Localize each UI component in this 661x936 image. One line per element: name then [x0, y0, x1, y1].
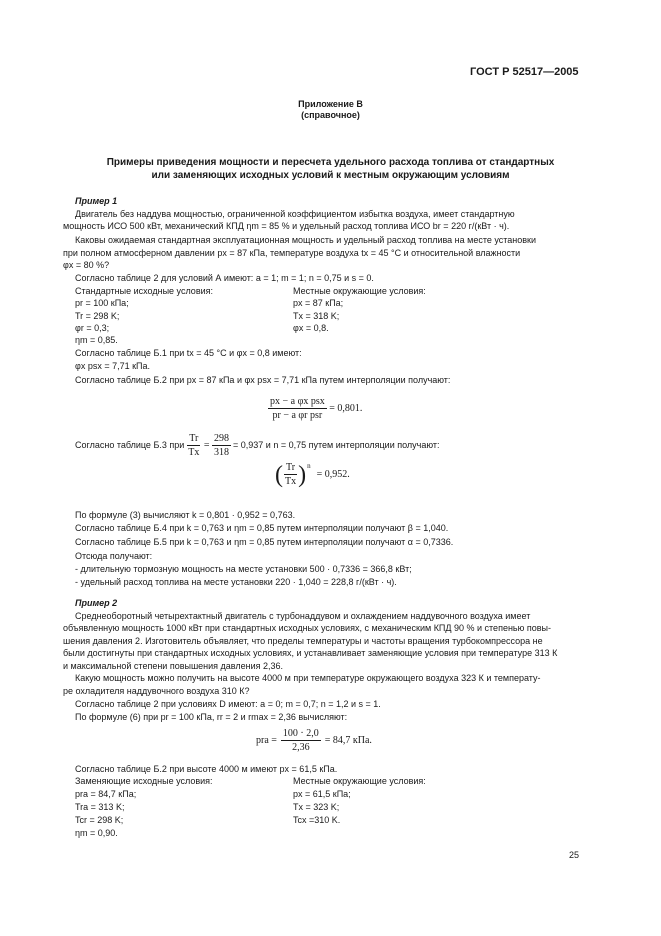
b3-prefix: Согласно таблице Б.3 при: [75, 440, 185, 450]
formula-3-denominator: 2,36: [292, 742, 310, 753]
text-line: объявленную мощность 1000 кВт при стандартных исходных условиях, с механическим КПД 90 % и степенью повы-: [63, 623, 551, 633]
formula-1-numerator: px − a φx psx: [270, 396, 325, 407]
text-line: мощность ИСО 500 кВт, механический КПД ηm = 85 % и удельный расход топлива ИСО br = 220 г/(кВт · ч).: [63, 221, 510, 231]
std-conditions-header: Стандартные исходные условия:: [75, 286, 213, 296]
sub-condition: ηm = 0,90.: [75, 828, 118, 838]
std-condition: Tr = 298 K;: [75, 311, 120, 321]
text-line: - длительную тормозную мощность на месте установки 500 · 0,7336 = 366,8 кВт;: [75, 564, 412, 574]
formula-2-result: = 0,952.: [316, 469, 350, 480]
formula-3-numerator: 100 · 2,0: [282, 728, 319, 739]
formula-1-result: = 0,801.: [329, 402, 363, 414]
local-condition: px = 87 кПа;: [293, 298, 344, 308]
left-paren-icon: (: [275, 461, 283, 488]
text-line: Согласно таблице Б.4 при k = 0,763 и ηm = 0,85 путем интерполяции получают β = 1,040.: [75, 523, 449, 533]
text-line: Согласно таблице Б.2 при px = 87 кПа и φx psx = 7,71 кПа путем интерполяции получают:: [75, 375, 451, 385]
appendix-title: Приложение В: [298, 99, 363, 109]
sub-conditions-header: Заменяющие исходные условия:: [75, 776, 213, 786]
example-1-title: Пример 1: [75, 196, 118, 206]
b3-line: [75, 433, 440, 458]
local-conditions-header: Местные окружающие условия:: [293, 776, 426, 786]
text-line: Согласно таблице 2 при условиях D имеют: a = 0; m = 0,7; n = 1,2 и s = 1.: [75, 699, 381, 709]
formula-2-exponent: n: [307, 462, 311, 470]
heading-line-1: Примеры приведения мощности и пересчета удельного расхода топлива от стандартных: [106, 157, 555, 168]
formula-3: [256, 728, 372, 753]
sub-condition: Tcr = 298 K;: [75, 815, 124, 825]
text-line: Согласно таблице Б.1 при tx = 45 °C и φx = 0,8 имеют:: [75, 348, 302, 358]
text-line: Среднеоборотный четырехтактный двигатель с турбонаддувом и охлаждением наддувочного воздуха имеет: [75, 611, 531, 621]
formula-3-result: = 84,7 кПа.: [324, 735, 372, 746]
example-2-title: Пример 2: [75, 598, 118, 608]
std-condition: φr = 0,3;: [75, 323, 110, 333]
std-condition: ηm = 0,85.: [75, 335, 118, 345]
formula-2: [275, 462, 350, 487]
std-condition: pr = 100 кПа;: [75, 298, 129, 308]
right-paren-icon: ): [298, 461, 307, 488]
text-line: Согласно таблице Б.5 при k = 0,763 и ηm = 0,85 путем интерполяции получают α = 0,7336.: [75, 537, 454, 547]
formula-1-denominator: pr − a φr psr: [272, 410, 323, 421]
b3-frac-den: Tx: [188, 447, 200, 458]
appendix-note: (справочное): [301, 110, 360, 120]
text-line: - удельный расход топлива на месте установки 220 · 1,040 = 228,8 г/(кВт · ч).: [75, 577, 397, 587]
text-line: Двигатель без наддува мощностью, ограниченной коэффициентом избытка воздуха, имеет стандартную: [75, 209, 515, 219]
text-line: φx = 80 %?: [63, 260, 110, 270]
b3-frac-num: Tr: [189, 433, 199, 444]
text-line: По формуле (3) вычисляют k = 0,801 · 0,952 = 0,763.: [75, 510, 296, 520]
local-condition: px = 61,5 кПа;: [293, 789, 351, 799]
text-line: при полном атмосферном давлении px = 87 кПа, температуре воздуха tx = 45 °С и относительной влажности: [63, 248, 521, 258]
formula-2-numerator: Tr: [286, 462, 296, 473]
b3-frac-num-2: 298: [214, 433, 230, 444]
local-conditions-header: Местные окружающие условия:: [293, 286, 426, 296]
text-line: По формуле (6) при pr = 100 кПа, rr = 2 и rmax = 2,36 вычисляют:: [75, 712, 348, 722]
local-condition: Tcx =310 K.: [293, 815, 341, 825]
text-line: и максимальной степени повышения давления 2,36.: [63, 661, 284, 671]
text-line: ре охладителя наддувочного воздуха 310 К?: [63, 686, 250, 696]
text-line: Согласно таблице Б.2 при высоте 4000 м имеют px = 61,5 кПа.: [75, 764, 338, 774]
formula-2-denominator: Tx: [285, 476, 297, 487]
page-number: 25: [569, 850, 580, 860]
local-condition: Tx = 323 K;: [293, 802, 340, 812]
heading-line-2: или заменяющих исходных условий к местным окружающим условиям: [151, 170, 510, 181]
text-line: Отсюда получают:: [75, 551, 153, 561]
standard-number: ГОСТ Р 52517—2005: [470, 66, 579, 78]
text-line: Каковы ожидаемая стандартная эксплуатационная мощность и удельный расход топлива на месте установки: [75, 235, 537, 245]
text-line: были достигнуты при стандартных исходных условиях, и устанавливает заменяющие условия при температуре 313 К: [63, 648, 558, 658]
formula-3-lhs: pra =: [256, 735, 277, 746]
b3-frac-den-2: 318: [214, 447, 230, 458]
text-line: φx psx = 7,71 кПа.: [75, 361, 151, 371]
text-line: Какую мощность можно получить на высоте 4000 м при температуре окружающего воздуха 323 К и температу-: [75, 673, 541, 683]
b3-suffix: = 0,937 и n = 0,75 путем интерполяции получают:: [233, 440, 440, 450]
text-line: Согласно таблице 2 для условий А имеют: a = 1; m = 1; n = 0,75 и s = 0.: [75, 273, 374, 283]
sub-condition: pra = 84,7 кПа;: [75, 789, 137, 799]
local-condition: φx = 0,8.: [293, 323, 329, 333]
b3-equals: =: [203, 439, 210, 451]
formula-1: [268, 396, 362, 421]
local-condition: Tx = 318 K;: [293, 311, 340, 321]
text-line: шения давления 2. Изготовитель объявляет, что пределы температуры и частоты вращения турбокомпрессора не: [63, 636, 543, 646]
sub-condition: Tra = 313 K;: [75, 802, 125, 812]
